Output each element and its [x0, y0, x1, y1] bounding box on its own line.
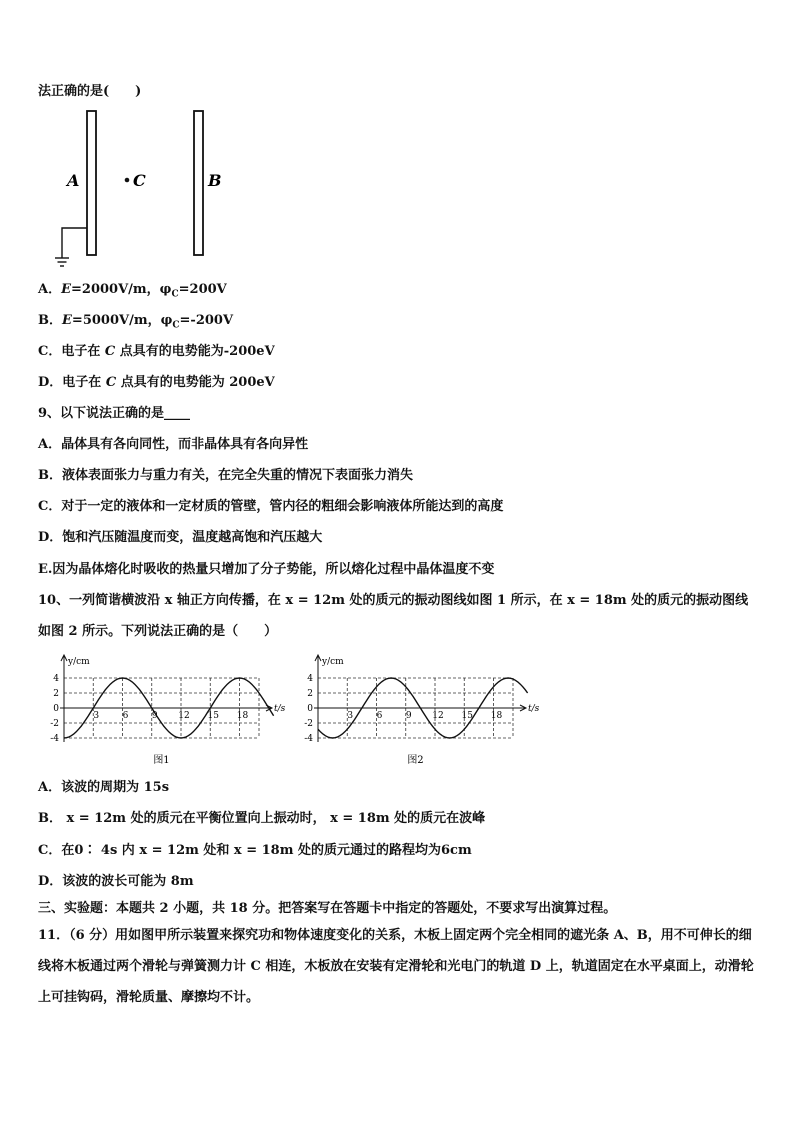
q8-option-b: B．E=5000V/m，$\varphi_C=-200V$ [38, 313, 234, 331]
q8-option-d: D．电子在 C 点具有的电势能为 200eV [38, 375, 275, 390]
graph2-xtick: 18 [490, 711, 503, 721]
q9-option-c: C．对于一定的液体和一定材质的管壁，管内径的粗细会影响液体所能达到的高度 [38, 499, 504, 514]
graph2-xlabel: t/s [528, 704, 540, 714]
graph2-ytick: -2 [304, 719, 313, 729]
graph1-caption: 图1 [153, 755, 170, 766]
q9-option-d: D．饱和汽压随温度而变，温度越高饱和汽压越大 [38, 530, 323, 545]
q8-option-a: A．E=2000V/m，$\varphi_C=200V$ [38, 282, 227, 300]
q10-option-c: C．在0∶ 4s 内 x = 12m 处和 x = 18m 处的质元通过的路程均为6cm [38, 843, 472, 858]
graph1-xtick: 3 [93, 711, 100, 721]
graph1-xlabel: t/s [274, 704, 286, 714]
q9-option-a: A．晶体具有各向同性，而非晶体具有各向异性 [38, 437, 309, 452]
q9-stem: 9、以下说法正确的是____ [38, 406, 191, 421]
vibration-graphs [0, 652, 794, 772]
q10-option-a: A．该波的周期为 15s [38, 780, 170, 795]
q8-option-c: C．电子在 C 点具有的电势能为-200eV [38, 344, 275, 359]
section3-heading: 三、实验题：本题共 2 小题，共 18 分。把答案写在答题卡中指定的答题处，不要求写出演算过程。 [38, 901, 617, 916]
graph2-ytick: 4 [307, 674, 313, 684]
graph1-ytick: -2 [50, 719, 59, 729]
q10-option-b: B． x = 12m 处的质元在平衡位置向上振动时， x = 18m 处的质元在波峰 [38, 811, 486, 826]
point-c-label: C [133, 171, 146, 190]
graph2-ytick: -4 [304, 734, 313, 744]
q10-option-d: D．该波的波长可能为 8m [38, 874, 194, 889]
graph2-ylabel: y/cm [322, 657, 344, 667]
q9-option-e: E.因为晶体熔化时吸收的热量只增加了分子势能，所以熔化过程中晶体温度不变 [38, 562, 495, 577]
q11-text: 11．（6 分）用如图甲所示装置来探究功和物体速度变化的关系，木板上固定两个完全相同的遮光条 A、B，用不可伸长的细线将木板通过两个滑轮与弹簧测力计 C 相连，木板放在安装有定滑轮和光电门的轨道 D 上，轨道固定在水平桌面上，动滑轮上可挂钩码，滑轮质量、摩擦均不计。 [38, 928, 754, 1005]
q8-stem: 法正确的是( ) [38, 84, 142, 99]
graph1-ytick: 0 [53, 704, 59, 714]
graph1-xtick: 18 [236, 711, 249, 721]
q10-stem-line1: 10、一列简谐横波沿 x 轴正方向传播，在 x = 12m 处的质元的振动图线如图 1 所示，在 x = 18m 处的质元的振动图线 [38, 593, 749, 608]
plate-a [87, 111, 96, 255]
graph1-ytick: 4 [53, 674, 59, 684]
graph2-xtick: 6 [376, 711, 383, 721]
graph2-xtick: 3 [347, 711, 354, 721]
graph2-xtick: 9 [405, 711, 412, 721]
graph1-ytick: -4 [50, 734, 59, 744]
q10-stem-line2: 如图 2 所示。下列说法正确的是（ ） [38, 624, 278, 639]
graph2-xtick: 12 [432, 711, 444, 721]
graph1-xtick: 12 [178, 711, 190, 721]
graph1-xtick: 15 [207, 711, 219, 721]
graph2-xtick: 15 [461, 711, 473, 721]
graph1-xtick: 6 [122, 711, 129, 721]
graph2-ytick: 2 [307, 689, 313, 699]
q9-option-b: B．液体表面张力与重力有关，在完全失重的情况下表面张力消失 [38, 468, 413, 483]
graph2-caption: 图2 [407, 755, 424, 766]
ground-wire [62, 228, 87, 258]
graph1-ytick: 2 [53, 689, 59, 699]
point-c [125, 178, 130, 183]
graph1-ylabel: y/cm [68, 657, 90, 667]
graph1-xtick: 9 [151, 711, 158, 721]
graph2-ytick: 0 [307, 704, 313, 714]
plate-a-label: A [67, 171, 80, 190]
plate-b [194, 111, 203, 255]
plate-b-label: B [208, 171, 222, 190]
